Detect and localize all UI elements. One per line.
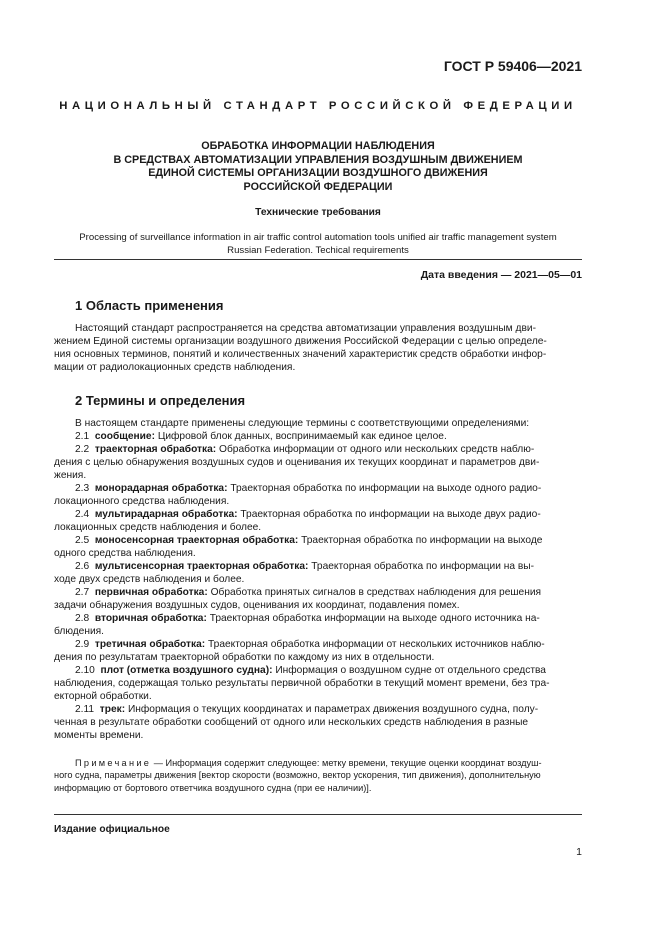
term-name: моносенсорная траекторная обработка:	[94, 535, 299, 546]
term-name: мультирадарная обработка:	[94, 509, 238, 520]
term-entry: 2.7 первичная обработка: Обработка принятых сигналов в средствах наблюдения для решения задачи обнаружения воздушных судов, оценивания их координат, подавления помех.	[54, 587, 542, 611]
paragraph: Настоящий стандарт распространяется на средства автоматизации управления воздушным дви- жением Единой системы организации воздушного движения Российской Федерации с целью определе- ния основных терминов, понятий и количественных значений характеристик средств обработки инфор- мации от радиолокационных средств наблюдения.	[54, 323, 547, 373]
term-entry: 2.6 мультисенсорная траекторная обработка: Траекторная обработка по информации на вы- ходе двух средств наблюдения и более.	[54, 561, 534, 585]
divider-bottom	[54, 814, 582, 815]
term-name: плот (отметка воздушного судна):	[100, 665, 273, 676]
term-entry: 2.5 моносенсорная траекторная обработка: Траекторная обработка по информации на выходе одного средства наблюдения.	[54, 535, 543, 559]
page-number: 1	[576, 846, 582, 858]
divider-top	[54, 259, 582, 260]
national-standard-heading: НАЦИОНАЛЬНЫЙ СТАНДАРТ РОССИЙСКОЙ ФЕДЕРАЦИИ	[59, 100, 577, 112]
term-name: трек:	[99, 704, 126, 715]
term-entry: 2.8 вторичная обработка: Траекторная обработка информации на выходе одного источника на- блюдения.	[54, 613, 540, 637]
term-entry: 2.2 траекторная обработка: Обработка информации от одного или нескольких средств наблю- дения с целью обнаружения воздушных судов и оценивания их текущих координат и параметров дви- жения.	[54, 444, 540, 481]
note: Примечание — Информация содержит следующее: метку времени, текущие оценки координат воздуш- ного судна, параметры движения [вектор скорости (возможно, вектор ускорения, тип движения), дополнительную информацию от бортового ответчика воздушного судна (при ее наличии)].	[54, 758, 542, 793]
term-entry: 2.10 плот (отметка воздушного судна): Информация о воздушном судне от отдельного средства наблюдения, содержащая только результаты первичной обработки в текущий момент времени, без тра- екторной обработки.	[54, 665, 550, 702]
term-entry: 2.11 трек: Информация о текущих координатах и параметрах движения воздушного судна, полу- ченная в результате обработки сообщений от одного или нескольких средств наблюдения в разные моменты времени.	[54, 704, 539, 741]
term-entry: 2.1 сообщение: Цифровой блок данных, воспринимаемый как единое целое.	[75, 431, 447, 442]
gost-number: ГОСТ Р 59406—2021	[443, 58, 582, 74]
section-2-heading: 2 Термины и определения	[75, 393, 246, 408]
title-line: ЕДИНОЙ СИСТЕМЫ ОРГАНИЗАЦИИ ВОЗДУШНОГО ДВИЖЕНИЯ	[148, 167, 488, 179]
term-name: вторичная обработка:	[94, 613, 207, 624]
section-1-body	[54, 322, 582, 374]
term-name: третичная обработка:	[94, 639, 206, 650]
title-line: ОБРАБОТКА ИНФОРМАЦИИ НАБЛЮДЕНИЯ	[201, 140, 435, 152]
note-label: Примечание	[75, 758, 152, 768]
term-name: траекторная обработка:	[94, 444, 217, 455]
term-name: мультисенсорная траекторная обработка:	[94, 561, 309, 572]
edition-label: Издание официальное	[54, 824, 170, 835]
term-name: первичная обработка:	[94, 587, 208, 598]
document-title	[54, 140, 582, 194]
term-entry: 2.4 мультирадарная обработка: Траекторная обработка по информации на выходе двух радио- локационных средств наблюдения и более.	[54, 509, 541, 533]
intro-date: Дата введения — 2021—05—01	[420, 269, 582, 281]
english-title-line: Processing of surveillance information in air traffic control automation tools unified air traffic management system	[79, 232, 557, 243]
document-subtitle: Технические требования	[255, 207, 381, 218]
title-line: РОССИЙСКОЙ ФЕДЕРАЦИИ	[243, 180, 393, 193]
title-line: В СРЕДСТВАХ АВТОМАТИЗАЦИИ УПРАВЛЕНИЯ ВОЗДУШНЫМ ДВИЖЕНИЕМ	[113, 153, 523, 166]
english-title-line: Russian Federation. Techical requirements	[227, 245, 409, 256]
term-entry: 2.3 монорадарная обработка: Траекторная обработка по информации на выходе одного радио- локационного средства наблюдения.	[54, 483, 542, 507]
section-2-body	[54, 417, 582, 742]
term-entry: 2.9 третичная обработка: Траекторная обработка информации от нескольких источников наблю- дения по результатам траекторной обработки по каждому из них в отдельности.	[54, 639, 545, 663]
english-title	[54, 231, 582, 257]
section-2-intro: В настоящем стандарте применены следующие термины с соответствующими определениями:	[75, 418, 530, 429]
term-name: сообщение:	[94, 431, 155, 442]
section-1-heading: 1 Область применения	[75, 298, 224, 313]
term-name: монорадарная обработка:	[94, 483, 228, 494]
